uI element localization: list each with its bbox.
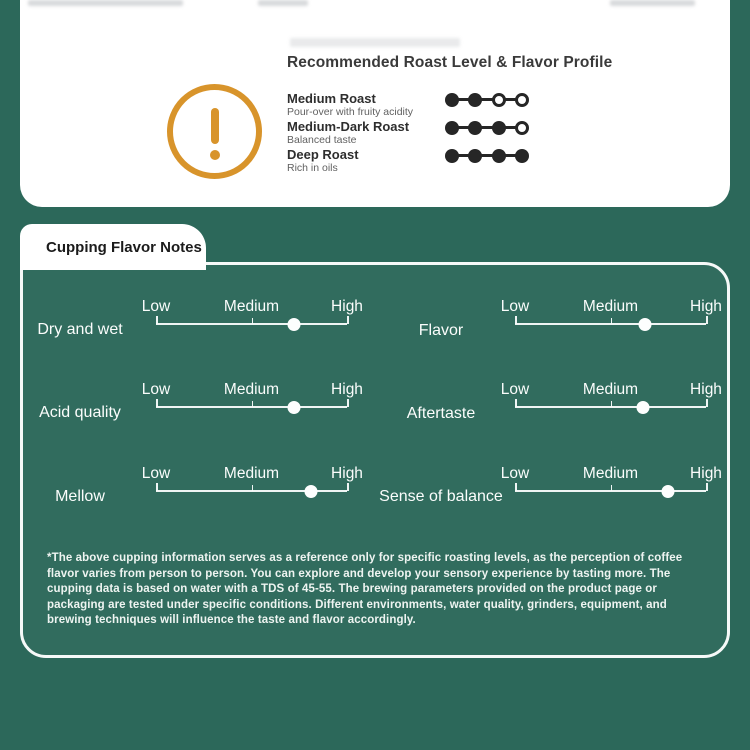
value-marker bbox=[636, 401, 649, 414]
filled-dot-icon bbox=[445, 121, 459, 135]
label-low: Low bbox=[500, 465, 530, 482]
tick-icon bbox=[347, 399, 349, 407]
label-medium: Medium bbox=[223, 298, 280, 315]
alert-icon bbox=[167, 84, 262, 179]
label-high: High bbox=[331, 298, 363, 315]
tick-icon bbox=[156, 399, 158, 407]
scale-tick-labels bbox=[141, 298, 363, 317]
label-high: High bbox=[690, 381, 722, 398]
filled-dot-icon bbox=[492, 149, 506, 163]
tick-icon bbox=[515, 316, 517, 324]
attr-label-dry-and-wet: Dry and wet bbox=[37, 321, 123, 338]
roast-dot-scale bbox=[445, 92, 529, 107]
roast-name: Deep Roast bbox=[287, 147, 359, 162]
roast-row-deep bbox=[287, 148, 617, 176]
value-marker bbox=[304, 485, 317, 498]
label-high: High bbox=[690, 298, 722, 315]
filled-dot-icon bbox=[492, 121, 506, 135]
value-marker bbox=[287, 401, 300, 414]
hollow-dot-icon bbox=[492, 93, 506, 107]
label-low: Low bbox=[141, 465, 171, 482]
faded-artifact bbox=[258, 0, 308, 6]
attr-label-flavor: Flavor bbox=[418, 322, 464, 339]
scale-tick-labels bbox=[500, 298, 722, 317]
tick-icon bbox=[515, 483, 517, 491]
scale-line bbox=[156, 400, 347, 415]
roast-level-list bbox=[287, 92, 617, 176]
tick-icon bbox=[706, 483, 708, 491]
value-marker bbox=[661, 485, 674, 498]
filled-dot-icon bbox=[468, 121, 482, 135]
roast-row-medium bbox=[287, 92, 617, 120]
label-low: Low bbox=[500, 298, 530, 315]
label-medium: Medium bbox=[223, 381, 280, 398]
scale-tick-labels bbox=[141, 381, 363, 400]
attr-label-aftertaste: Aftertaste bbox=[406, 405, 476, 422]
label-medium: Medium bbox=[582, 465, 639, 482]
tick-icon bbox=[347, 483, 349, 491]
label-high: High bbox=[331, 465, 363, 482]
tick-icon bbox=[611, 401, 613, 407]
scale-mellow bbox=[141, 465, 363, 499]
tick-icon bbox=[252, 485, 254, 491]
faded-artifact bbox=[28, 0, 183, 6]
filled-dot-icon bbox=[445, 93, 459, 107]
tick-icon bbox=[706, 316, 708, 324]
roast-description: Rich in oils bbox=[287, 162, 338, 174]
scale-sense-of-balance bbox=[500, 465, 722, 499]
label-medium: Medium bbox=[582, 298, 639, 315]
tick-icon bbox=[252, 318, 254, 324]
scale-dry-and-wet bbox=[141, 298, 363, 332]
roast-dot-scale bbox=[445, 148, 529, 163]
scale-tick-labels bbox=[141, 465, 363, 484]
tick-icon bbox=[156, 316, 158, 324]
faded-artifact bbox=[290, 38, 460, 47]
roast-row-medium-dark bbox=[287, 120, 617, 148]
roast-description: Pour-over with fruity acidity bbox=[287, 106, 414, 118]
scale-tick-labels bbox=[500, 381, 722, 400]
label-low: Low bbox=[141, 381, 171, 398]
attr-label-sense-of-balance: Sense of balance bbox=[379, 488, 503, 505]
scale-line bbox=[515, 484, 706, 499]
hollow-dot-icon bbox=[515, 121, 529, 135]
scale-line bbox=[515, 317, 706, 332]
scale-line bbox=[515, 400, 706, 415]
scale-line bbox=[156, 484, 347, 499]
tick-icon bbox=[611, 485, 613, 491]
attr-label-mellow: Mellow bbox=[55, 488, 105, 505]
exclamation-dot-icon bbox=[210, 150, 220, 160]
roast-dot-scale bbox=[445, 120, 529, 135]
filled-dot-icon bbox=[468, 93, 482, 107]
filled-dot-icon bbox=[468, 149, 482, 163]
scale-acid-quality bbox=[141, 381, 363, 415]
roast-name: Medium Roast bbox=[287, 91, 376, 106]
label-medium: Medium bbox=[223, 465, 280, 482]
filled-dot-icon bbox=[515, 149, 529, 163]
value-marker bbox=[287, 318, 300, 331]
scale-flavor bbox=[500, 298, 722, 332]
value-marker bbox=[638, 318, 651, 331]
filled-dot-icon bbox=[445, 149, 459, 163]
faded-artifact bbox=[610, 0, 695, 6]
label-high: High bbox=[690, 465, 722, 482]
roast-description: Balanced taste bbox=[287, 134, 357, 146]
label-high: High bbox=[331, 381, 363, 398]
tick-icon bbox=[156, 483, 158, 491]
exclamation-bar-icon bbox=[211, 108, 219, 144]
tick-icon bbox=[252, 401, 254, 407]
cupping-notes-tab bbox=[20, 224, 206, 270]
cupping-disclaimer: *The above cupping information serves as a reference only for specific roasting levels, as the perception of coffee flavor varies from person to person. You can explore and develop your sensory experience by tasting more. The cupping data is based on water with a TDS of 45-55. The brewing parameters provided on the product page or packaging are tested under specific conditions. Different environments, water quality, grinders, equipment, and brewing techniques will influence the taste and flavor accordingly. bbox=[47, 552, 683, 627]
tick-icon bbox=[515, 399, 517, 407]
roast-name: Medium-Dark Roast bbox=[287, 119, 410, 134]
scale-line bbox=[156, 317, 347, 332]
scale-tick-labels bbox=[500, 465, 722, 484]
label-low: Low bbox=[141, 298, 171, 315]
tick-icon bbox=[706, 399, 708, 407]
hollow-dot-icon bbox=[515, 93, 529, 107]
label-low: Low bbox=[500, 381, 530, 398]
label-medium: Medium bbox=[582, 381, 639, 398]
tick-icon bbox=[611, 318, 613, 324]
tick-icon bbox=[347, 316, 349, 324]
attr-label-acid-quality: Acid quality bbox=[39, 404, 121, 421]
cupping-tab-title: Cupping Flavor Notes bbox=[46, 238, 202, 256]
scale-aftertaste bbox=[500, 381, 722, 415]
roast-section-heading: Recommended Roast Level & Flavor Profile bbox=[287, 54, 613, 71]
